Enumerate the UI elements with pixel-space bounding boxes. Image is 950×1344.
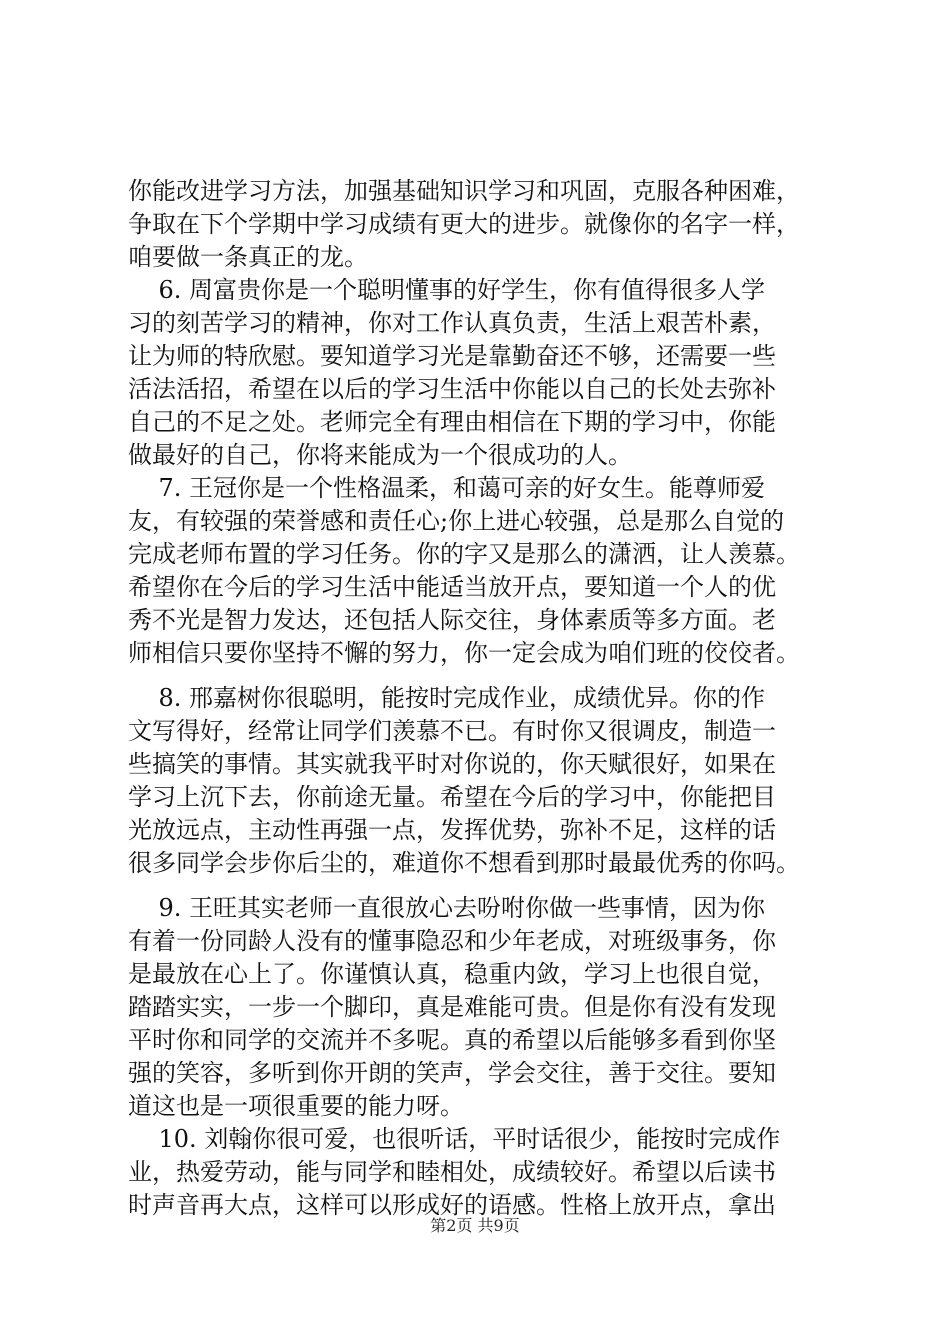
text-line: 完成老师布置的学习任务。你的字又是那么的潇洒，让人羡慕。: [128, 540, 800, 568]
text-line: 做最好的自己，你将来能成为一个很成功的人。: [128, 441, 632, 469]
text-line: 活法活招，希望在以后的学习生活中你能以自己的长处去弥补: [128, 375, 776, 403]
text-line: 自己的不足之处。老师完全有理由相信在下期的学习中，你能: [128, 408, 776, 436]
text-line: 争取在下个学期中学习成绩有更大的进步。就像你的名字一样，: [128, 210, 800, 238]
text-line: 咱要做一条真正的龙。: [128, 243, 368, 271]
text-line: 业，热爱劳动，能与同学和睦相处，成绩较好。希望以后读书: [128, 1158, 776, 1186]
text-line: 秀不光是智力发达，还包括人际交往，身体素质等多方面。老: [128, 606, 776, 634]
text-line: 有着一份同龄人没有的懂事隐忍和少年老成，对班级事务，你: [128, 927, 776, 955]
text-line: 友，有较强的荣誉感和责任心;你上进心较强，总是那么自觉的: [128, 507, 785, 535]
text-line: 很多同学会步你后尘的，难道你不想看到那时最最优秀的你吗。: [128, 849, 800, 877]
text-line: 学习上沉下去，你前途无量。希望在今后的学习中，你能把目: [128, 783, 776, 811]
text-line: 师相信只要你坚持不懈的努力，你一定会成为咱们班的佼佼者。: [128, 639, 800, 667]
text-line: 些搞笑的事情。其实就我平时对你说的，你天赋很好，如果在: [128, 750, 776, 778]
text-line: 踏踏实实，一步一个脚印，真是难能可贵。但是你有没有发现: [128, 993, 776, 1021]
text-line: 平时你和同学的交流并不多呢。真的希望以后能够多看到你坚: [128, 1026, 776, 1054]
text-line: 文写得好，经常让同学们羡慕不已。有时你又很调皮，制造一: [128, 717, 776, 745]
text-line: 光放远点，主动性再强一点，发挥优势，弥补不足，这样的话: [128, 816, 776, 844]
text-line: 让为师的特欣慰。要知道学习光是靠勤奋还不够，还需要一些: [128, 342, 776, 370]
text-line: 你能改进学习方法，加强基础知识学习和巩固，克服各种困难，: [128, 177, 800, 205]
text-line: 8. 邢嘉树你很聪明，能按时完成作业，成绩优异。你的作: [128, 684, 766, 712]
text-line: 是最放在心上了。你谨慎认真，稳重内敛，学习上也很自觉，: [128, 960, 776, 988]
text-line: 时声音再大点，这样可以形成好的语感。性格上放开点，拿出: [128, 1191, 776, 1219]
text-line: 10. 刘翰你很可爱，也很听话，平时话很少，能按时完成作: [128, 1125, 781, 1153]
text-line: 习的刻苦学习的精神，你对工作认真负责，生活上艰苦朴素，: [128, 309, 776, 337]
page-footer: 第2页 共9页: [430, 1216, 520, 1235]
text-line: 道这也是一项很重要的能力呀。: [128, 1092, 464, 1120]
text-line: 希望你在今后的学习生活中能适当放开点，要知道一个人的优: [128, 573, 776, 601]
text-line: 强的笑容，多听到你开朗的笑声，学会交往，善于交往。要知: [128, 1059, 776, 1087]
text-line: 9. 王旺其实老师一直很放心去吩咐你做一些事情，因为你: [128, 894, 766, 922]
text-line: 7. 王冠你是一个性格温柔，和蔼可亲的好女生。能尊师爱: [128, 474, 766, 502]
text-line: 6. 周富贵你是一个聪明懂事的好学生，你有值得很多人学: [128, 276, 766, 304]
